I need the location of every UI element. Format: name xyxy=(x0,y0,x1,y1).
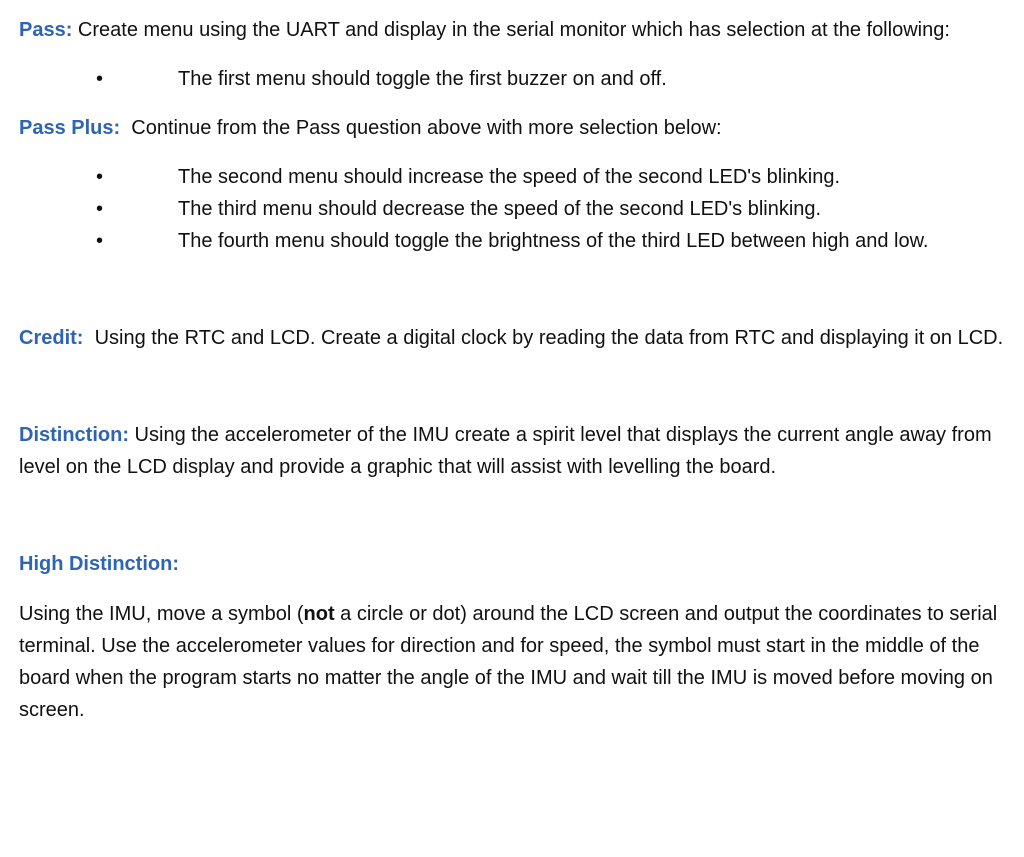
list-item xyxy=(19,63,1009,95)
pass-text: Create menu using the UART and display in the serial monitor which has selection at the following: xyxy=(72,19,950,41)
distinction-label: Distinction: xyxy=(19,424,129,446)
distinction-paragraph xyxy=(19,419,1009,483)
pass-bullet-list xyxy=(19,63,1009,95)
credit-text: Using the RTC and LCD. Create a digital clock by reading the data from RTC and displaying it on LCD. xyxy=(83,327,1004,349)
pass-plus-paragraph xyxy=(19,112,1009,144)
pass-plus-text: Continue from the Pass question above with more selection below: xyxy=(120,117,722,139)
distinction-text: Using the accelerometer of the IMU create a spirit level that displays the current angle away from level on the LCD display and provide a graphic that will assist with levelling the board. xyxy=(19,424,992,478)
pass-label: Pass: xyxy=(19,19,73,41)
pass-plus-bullet-2: The third menu should decrease the speed of the second LED's blinking. xyxy=(178,198,822,220)
pass-plus-label: Pass Plus: xyxy=(19,117,121,139)
pass-plus-bullet-3: The fourth menu should toggle the brightness of the third LED between high and low. xyxy=(178,230,929,252)
high-distinction-text-after: a circle or dot) around the LCD screen and output the coordinates to serial terminal. Use the accelerometer values for direction and for speed, the symbol must start in the middle of the board when the program starts no matter the angle of the IMU and wait till the IMU is moved before moving on screen. xyxy=(19,603,998,721)
list-item xyxy=(19,161,1009,193)
bullet-icon: • xyxy=(96,230,104,252)
credit-paragraph xyxy=(19,322,1009,354)
pass-plus-bullet-1: The second menu should increase the speed of the second LED's blinking. xyxy=(178,166,841,188)
bullet-icon: • xyxy=(96,68,104,90)
credit-label: Credit: xyxy=(19,327,84,349)
pass-bullet-1: The first menu should toggle the first buzzer on and off. xyxy=(178,68,667,90)
list-item xyxy=(19,225,1009,257)
high-distinction-label: High Distinction: xyxy=(19,553,179,575)
document-page xyxy=(19,14,1009,726)
pass-plus-bullet-list xyxy=(19,161,1009,257)
high-distinction-paragraph xyxy=(19,598,1009,726)
high-distinction-text-before: Using the IMU, move a symbol ( xyxy=(19,603,304,625)
pass-paragraph xyxy=(19,14,1009,46)
list-item xyxy=(19,193,1009,225)
bullet-icon: • xyxy=(96,198,104,220)
high-distinction-heading xyxy=(19,548,1009,580)
bullet-icon: • xyxy=(96,166,104,188)
high-distinction-text-bold: not xyxy=(303,603,335,625)
